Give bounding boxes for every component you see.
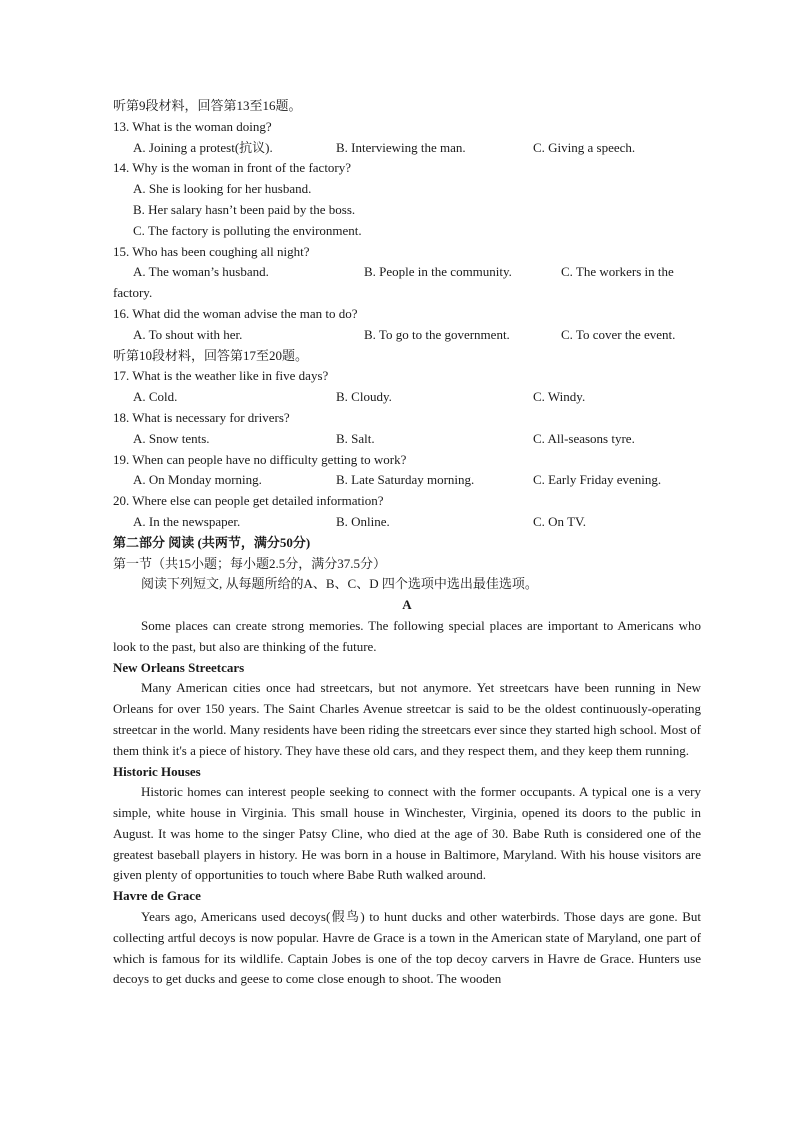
question-13-options (113, 138, 701, 159)
q19-option-b: B. Late Saturday morning. (336, 472, 475, 488)
q13-option-c: C. Giving a speech. (533, 139, 636, 155)
q17-option-a: A. Cold. (133, 389, 178, 405)
q13-option-a: A. Joining a protest(抗议). (133, 139, 273, 155)
heading-historic-houses: Historic Houses (113, 763, 201, 779)
question-19-options (113, 470, 701, 491)
question-18-stem: 18. What is necessary for drivers? (113, 409, 290, 425)
q18-option-c: C. All-seasons tyre. (533, 430, 635, 446)
section-header-10: 听第10段材料，回答第17至20题。 (113, 347, 309, 363)
question-17-stem: 17. What is the weather like in five days? (113, 368, 329, 384)
q20-option-a: A. In the newspaper. (133, 513, 241, 529)
question-20-stem: 20. Where else can people get detailed information? (113, 493, 384, 509)
q16-option-a: A. To shout with her. (133, 326, 243, 342)
passage-label: A (402, 597, 412, 613)
section1-title: 第一节（共15小题；每小题2.5分，满分37.5分） (113, 555, 387, 571)
question-18-options (113, 429, 701, 450)
question-15-options (113, 262, 701, 283)
q15-option-c: C. The workers in the (561, 264, 674, 280)
heading-havre-de-grace: Havre de Grace (113, 888, 201, 904)
question-16-stem: 16. What did the woman advise the man to do? (113, 305, 358, 321)
q19-option-a: A. On Monday morning. (133, 472, 262, 488)
q14-option-c: C. The factory is polluting the environment. (133, 222, 362, 238)
q16-option-c: C. To cover the event. (561, 326, 676, 342)
part2-title: 第二部分 阅读 (共两节，满分50分) (113, 534, 311, 550)
q20-option-c: C. On TV. (533, 513, 586, 529)
page-content (113, 96, 701, 990)
reading-instruction: 阅读下列短文, 从每题所给的A、B、C、D 四个选项中选出最佳选项。 (141, 576, 538, 592)
heading-new-orleans-streetcars: New Orleans Streetcars (113, 659, 245, 675)
q16-option-b: B. To go to the government. (364, 326, 510, 342)
section-header-9: 听第9段材料，回答第13至16题。 (113, 98, 302, 113)
question-17-options (113, 387, 701, 408)
paragraph-streetcars: Many American cities once had streetcars, but not anymore. Yet streetcars have been running in New Orleans for over 150 years. The Saint Charles Avenue streetcar is said to be the oldest continuously-operating streetcar in the world. Many residents have been riding the streetcars ever since they started high school. Most of them think it's a piece of history. They have these old cars, and they respect them, and they keep them running. (113, 680, 701, 758)
q14-option-b: B. Her salary hasn’t been paid by the boss. (133, 201, 356, 217)
paragraph-havre-de-grace: Years ago, Americans used decoys(假鸟) to hunt ducks and other waterbirds. Those days are gone. But collecting artful decoys is now popular. Havre de Grace is a town in the American state of Maryland, one part of which is famous for its wildlife. Captain Jobes is one of the top decoy carvers in Havre de Grace. Hunters use decoys to get ducks and geese to come close enough to shoot. The wooden (113, 909, 701, 987)
passage-intro: Some places can create strong memories. The following special places are important to Americans who look to the past, but also are thinking of the future. (113, 617, 701, 654)
q20-option-b: B. Online. (336, 513, 390, 529)
q14-option-a: A. She is looking for her husband. (133, 181, 312, 197)
q13-option-b: B. Interviewing the man. (336, 139, 466, 155)
q17-option-b: B. Cloudy. (336, 389, 392, 405)
q15-option-c-continued: factory. (113, 285, 153, 301)
q18-option-b: B. Salt. (336, 430, 375, 446)
q17-option-c: C. Windy. (533, 389, 586, 405)
q15-option-a: A. The woman’s husband. (133, 264, 269, 280)
paragraph-historic-houses: Historic homes can interest people seeking to connect with the former occupants. A typical one is a very simple, white house in Virginia. This small house in Winchester, Virginia, opened its doors to the public in August. It was home to the singer Patsy Cline, who died at the age of 30. Babe Ruth is considered one of the greatest baseball players in history. He was born in a house in Baltimore, Maryland. With his house visitors are given plenty of opportunities to touch where Babe Ruth walked around. (113, 784, 701, 883)
question-15-stem: 15. Who has been coughing all night? (113, 243, 310, 259)
question-14-stem: 14. Why is the woman in front of the factory? (113, 160, 352, 176)
q19-option-c: C. Early Friday evening. (533, 472, 662, 488)
question-20-options (113, 512, 701, 533)
question-13-stem: 13. What is the woman doing? (113, 118, 272, 134)
question-16-options (113, 325, 701, 346)
q18-option-a: A. Snow tents. (133, 430, 210, 446)
q15-option-b: B. People in the community. (364, 264, 512, 280)
question-19-stem: 19. When can people have no difficulty getting to work? (113, 451, 407, 467)
